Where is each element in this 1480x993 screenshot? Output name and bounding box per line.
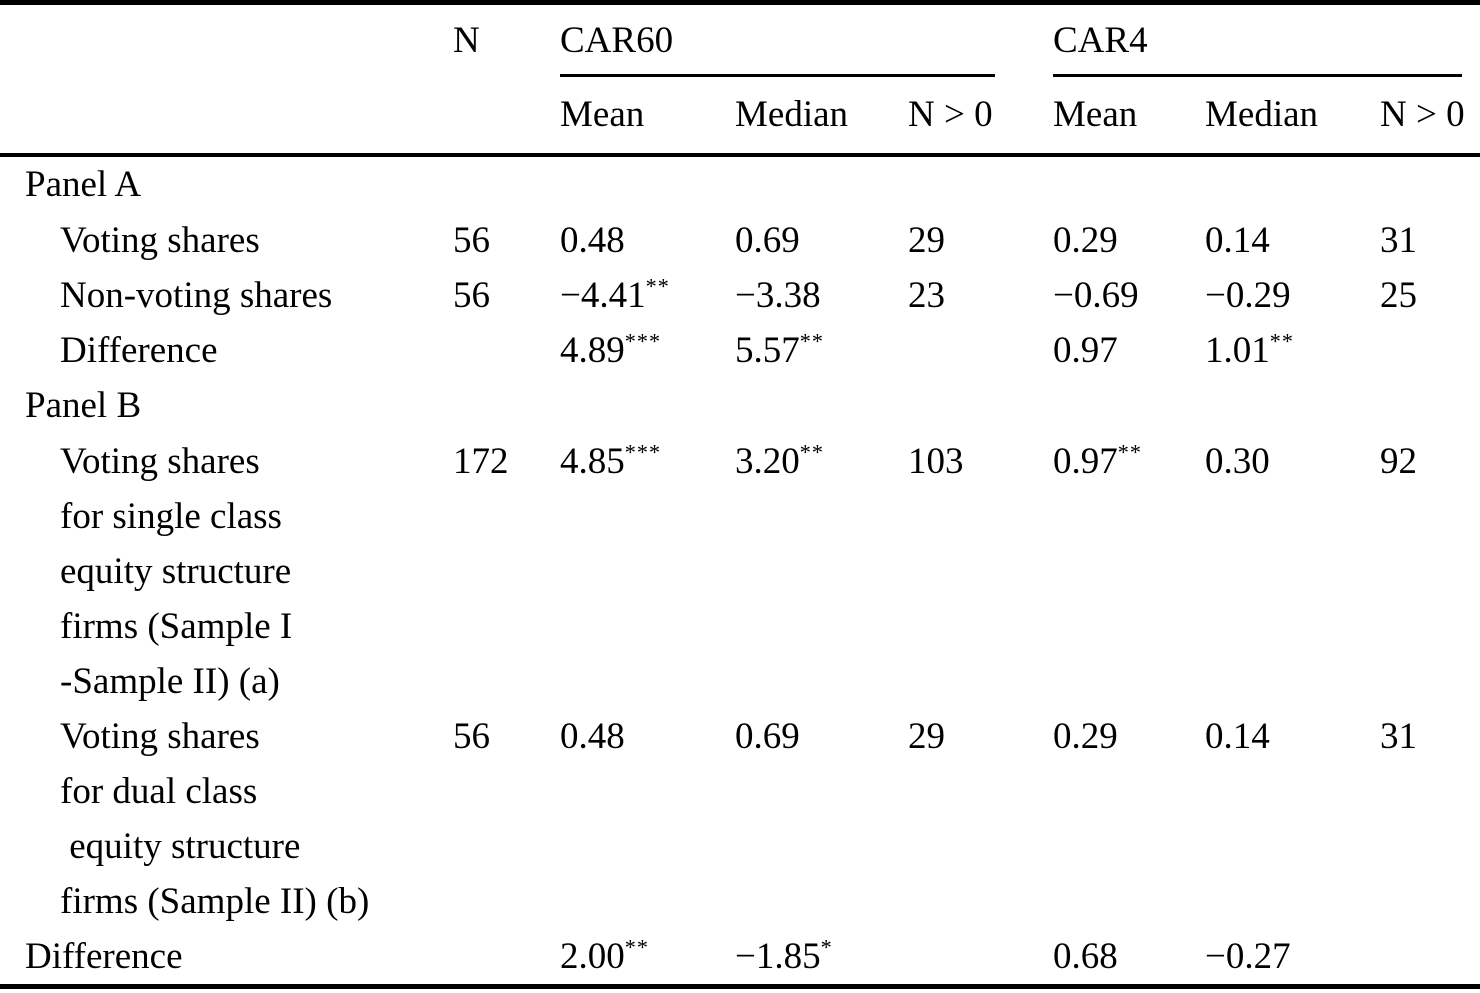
cell-n: 56 (453, 275, 490, 316)
table-header (0, 3, 1480, 156)
cell-car4-median: 0.14 (1205, 220, 1270, 261)
cell-car4-mean: 0.68 (1053, 936, 1118, 977)
cell-car4-npos (1380, 323, 1480, 378)
cell-car60-npos: 29 (908, 220, 945, 261)
row-label: Voting shares (60, 220, 260, 261)
header-group-car4 (1053, 3, 1480, 78)
cell-car60-mean: 0.48 (560, 716, 625, 757)
header-car4-mean: Mean (1053, 77, 1205, 155)
significance-stars: ** (645, 273, 670, 299)
section-label: Panel A (25, 164, 142, 205)
cell-car4-median: 0.30 (1205, 441, 1270, 482)
header-car4-npos: N > 0 (1380, 77, 1480, 155)
cell-car60-mean: 2.00** (560, 934, 649, 977)
row-label: Difference (25, 936, 183, 977)
cell-n (453, 929, 560, 987)
cell-car60-npos: 23 (908, 275, 945, 316)
cell-car4-median: 0.14 (1205, 716, 1270, 757)
cell-car60-npos: 29 (908, 716, 945, 757)
car4-label: CAR4 (1053, 20, 1148, 61)
header-n: N (453, 3, 560, 156)
cell-car60-mean: −4.41** (560, 273, 670, 316)
header-group-car60 (560, 3, 1053, 78)
cell-car60-mean: 0.48 (560, 220, 625, 261)
cell-car4-median: −0.27 (1205, 936, 1291, 977)
cell-car60-median: 3.20** (735, 439, 824, 482)
cell-car4-mean: 0.29 (1053, 220, 1118, 261)
cell-car4-npos (1380, 929, 1480, 987)
cell-car60-median: 5.57** (735, 328, 824, 371)
cell-car60-npos (908, 323, 1053, 378)
cell-car60-median: 0.69 (735, 220, 800, 261)
cell-car4-npos: 25 (1380, 275, 1418, 316)
cell-n (453, 323, 560, 378)
cell-car60-mean: 4.85*** (560, 439, 662, 482)
cell-car4-npos: 31 (1380, 220, 1418, 261)
table-row-non-voting-shares (0, 268, 1480, 323)
cell-car60-mean: 4.89*** (560, 328, 662, 371)
cell-n: 172 (453, 441, 509, 482)
table-row-difference-panel-b (0, 929, 1480, 987)
cell-car60-median: 0.69 (735, 716, 800, 757)
cell-car60-median: −1.85* (735, 934, 833, 977)
significance-stars: ** (799, 328, 824, 354)
row-label: Non-voting shares (60, 275, 333, 316)
cell-car4-npos: 31 (1380, 716, 1418, 757)
row-label: Difference (60, 330, 218, 371)
cell-car60-median: −3.38 (735, 275, 821, 316)
header-car60-mean: Mean (560, 77, 735, 155)
cell-car4-mean: 0.29 (1053, 716, 1118, 757)
row-label: Voting shares for dual class equity structure firms (Sample II) (b) (60, 716, 370, 922)
table-row-difference-panel-a (0, 323, 1480, 378)
significance-stars: ** (1269, 328, 1294, 354)
car4-underline (1053, 74, 1462, 77)
significance-stars: *** (624, 328, 662, 354)
header-car4-median: Median (1205, 77, 1380, 155)
significance-stars: ** (1117, 439, 1142, 465)
cell-car4-npos: 92 (1380, 441, 1418, 482)
cell-n: 56 (453, 220, 490, 261)
significance-stars: *** (624, 439, 662, 465)
section-row-panel-b (0, 378, 1480, 434)
section-row-panel-a (0, 155, 1480, 213)
header-label-spacer (0, 3, 453, 156)
row-label: Voting shares for single class equity structure firms (Sample I -Sample II) (a) (60, 441, 293, 702)
cell-car4-mean: −0.69 (1053, 275, 1139, 316)
cell-car4-mean: 0.97** (1053, 439, 1142, 482)
section-label: Panel B (25, 385, 142, 426)
cell-car4-median: −0.29 (1205, 275, 1291, 316)
header-group-row (0, 3, 1480, 78)
cell-car60-npos: 103 (908, 441, 964, 482)
table-row-voting-shares-a (0, 213, 1480, 268)
cell-car4-mean: 0.97 (1053, 330, 1118, 371)
header-car60-median: Median (735, 77, 908, 155)
cell-n: 56 (453, 716, 490, 757)
cell-car4-median: 1.01** (1205, 328, 1294, 371)
table-body (0, 155, 1480, 987)
significance-stars: ** (624, 934, 649, 960)
car60-underline (560, 74, 995, 77)
cell-car60-npos (908, 929, 1053, 987)
car60-label: CAR60 (560, 20, 674, 61)
significance-stars: ** (799, 439, 824, 465)
significance-stars: * (820, 934, 833, 960)
header-car60-npos: N > 0 (908, 77, 1053, 155)
table-row-voting-shares-single-class (0, 434, 1480, 709)
table-row-voting-shares-dual-class (0, 709, 1480, 929)
